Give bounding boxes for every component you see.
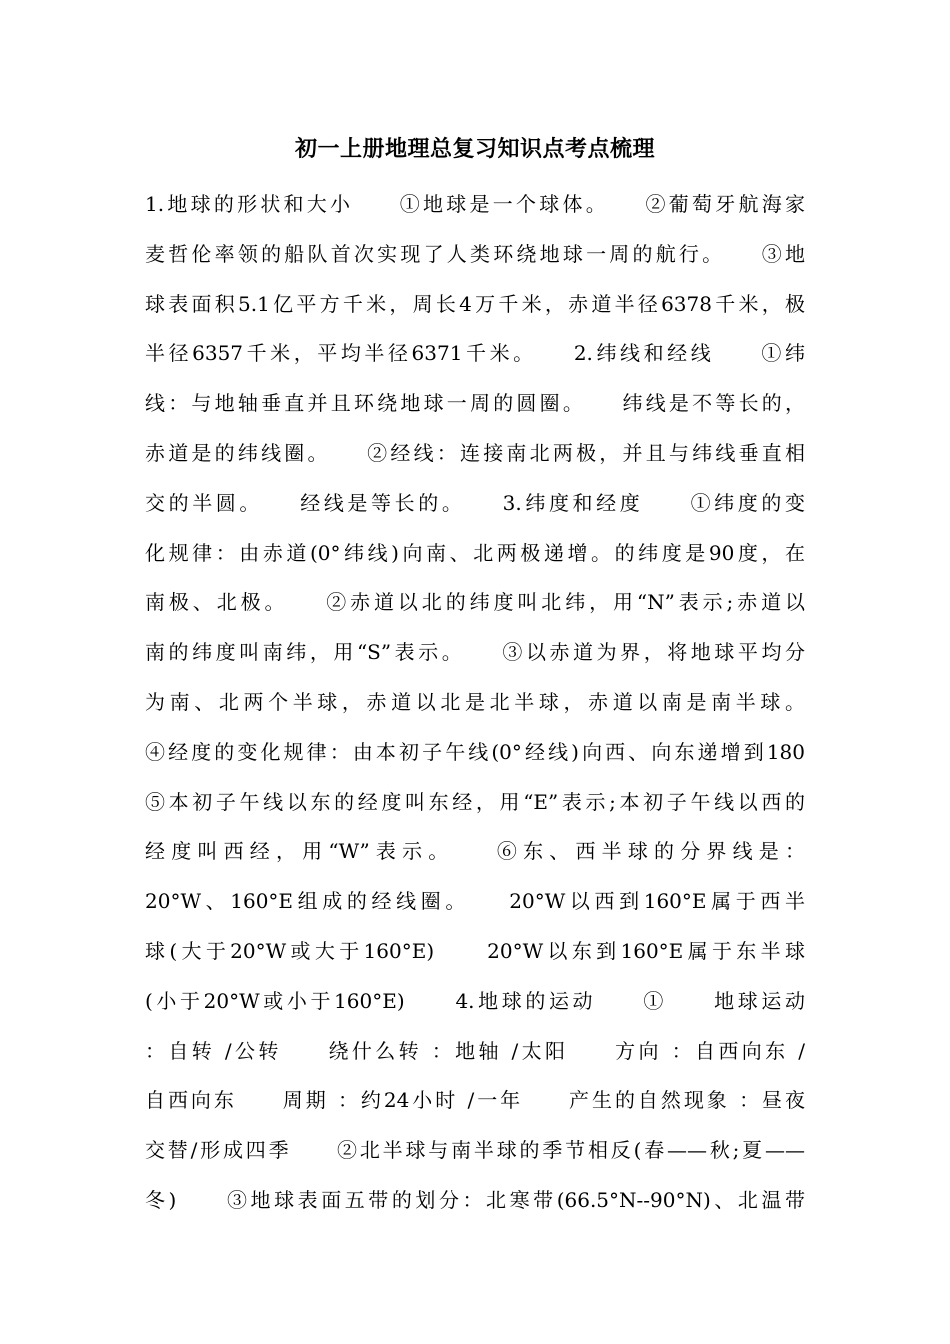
text-line: 麦哲伦率领的船队首次实现了人类环绕地球一周的航行。 ③地 xyxy=(145,241,805,266)
text-line: 半径6357千米，平均半径6371千米。 2.纬线和经线 ①纬 xyxy=(145,341,805,366)
text-line: ：自转 /公转 绕什么转 ：地轴 /太阳 方向 ：自西向东 / xyxy=(145,1038,805,1063)
text-line: ④经度的变化规律：由本初子午线(0°经线)向西、向东递增到180 xyxy=(145,739,805,764)
text-line: 化规律：由赤道(0°纬线)向南、北两极递增。的纬度是90度，在 xyxy=(145,540,805,565)
text-line: 经度叫西经，用“W”表示。 ⑥东、西半球的分界线是： xyxy=(145,839,805,864)
text-line: ⑤本初子午线以东的经度叫东经，用“E”表示;本初子午线以西的 xyxy=(145,789,805,814)
text-line: 球表面积5.1亿平方千米，周长4万千米，赤道半径6378千米，极 xyxy=(145,291,805,316)
page-title: 初一上册地理总复习知识点考点梳理 xyxy=(294,137,655,162)
text-line: 1.地球的形状和大小 ①地球是一个球体。 ②葡萄牙航海家 xyxy=(145,192,805,216)
text-line: 冬) ③地球表面五带的划分：北寒带(66.5°N--90°N)、北温带 xyxy=(145,1187,805,1212)
text-line: 球(大于20°W或大于160°E) 20°W以东到160°E属于东半球 xyxy=(145,938,805,963)
text-line: (小于20°W或小于160°E) 4.地球的运动 ① 地球运动 xyxy=(145,988,805,1013)
text-line: 线：与地轴垂直并且环绕地球一周的圆圈。 纬线是不等长的， xyxy=(145,391,805,416)
text-line: 自西向东 周期 ：约24小时 /一年 产生的自然现象 ：昼夜 xyxy=(145,1088,805,1113)
text-line: 南的纬度叫南纬，用“S”表示。 ③以赤道为界，将地球平均分 xyxy=(145,640,805,665)
text-line: 为南、北两个半球，赤道以北是北半球，赤道以南是南半球。 xyxy=(145,689,805,714)
text-line: 交的半圆。 经线是等长的。 3.纬度和经度 ①纬度的变 xyxy=(145,490,805,515)
text-line: 赤道是的纬线圈。 ②经线：连接南北两极，并且与纬线垂直相 xyxy=(145,440,805,465)
text-line: 交替/形成四季 ②北半球与南半球的季节相反(春——秋;夏—— xyxy=(145,1138,805,1163)
text-line: 20°W、160°E组成的经线圈。 20°W以西到160°E属于西半 xyxy=(145,889,805,914)
document-body xyxy=(145,180,805,1226)
text-line: 南极、北极。 ②赤道以北的纬度叫北纬，用“N”表示;赤道以 xyxy=(145,590,805,615)
